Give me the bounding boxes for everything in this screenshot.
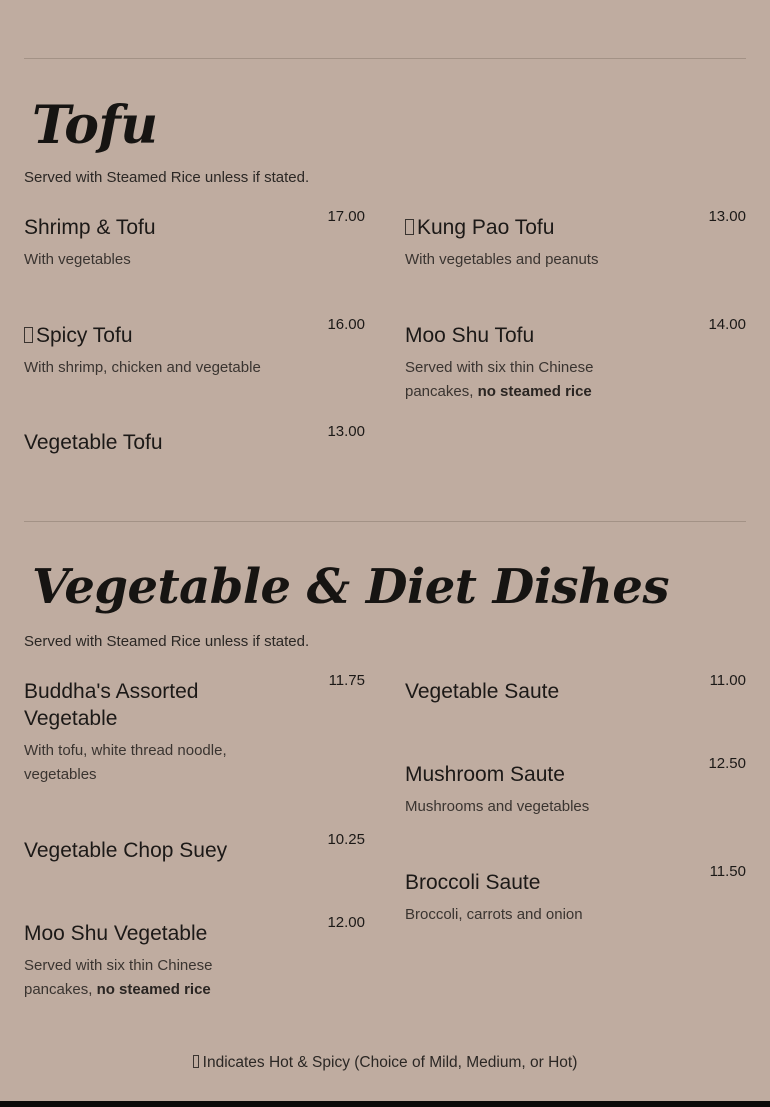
item-price: 14.00	[708, 316, 746, 333]
item-name: Broccoli Saute	[405, 871, 541, 894]
hot-spicy-icon	[24, 327, 33, 343]
menu-item-vegetable-tofu	[24, 423, 365, 456]
item-desc: Served with six thin Chinese pancakes, no steamed rice	[24, 957, 213, 998]
section-note-tofu: Served with Steamed Rice unless if stated.	[24, 169, 310, 186]
item-price: 12.50	[708, 755, 746, 772]
menu-item-spicy-tofu	[24, 316, 365, 380]
item-price: 11.75	[328, 672, 365, 689]
item-desc: Served with six thin Chinese pancakes, no steamed rice	[405, 359, 594, 400]
hot-spicy-icon	[193, 1055, 199, 1068]
item-price: 17.00	[327, 208, 365, 225]
item-price: 16.00	[327, 316, 365, 333]
hot-spicy-icon	[405, 219, 414, 235]
item-name: Spicy Tofu	[24, 322, 284, 349]
menu-item-buddhas-assorted-vegetable	[24, 672, 365, 787]
item-name: Buddha's Assorted Vegetable	[24, 680, 199, 730]
bottom-bar	[0, 1101, 770, 1107]
item-price: 11.50	[709, 863, 746, 880]
item-desc: With tofu, white thread noodle, vegetables	[24, 742, 227, 783]
item-price: 10.25	[327, 831, 365, 848]
divider-middle	[24, 521, 746, 522]
item-desc: With vegetables	[24, 251, 131, 268]
tofu-section	[24, 95, 746, 188]
section-note-vegetable-diet: Served with Steamed Rice unless if stated.	[24, 633, 310, 650]
item-price: 13.00	[327, 423, 365, 440]
vegetable-diet-section	[24, 559, 746, 652]
section-title-vegetable-diet: Vegetable & Diet Dishes	[32, 559, 669, 615]
item-name: Vegetable Chop Suey	[24, 839, 228, 862]
item-name: Vegetable Tofu	[24, 431, 163, 454]
hot-spicy-legend	[0, 1054, 770, 1072]
item-desc: Mushrooms and vegetables	[405, 798, 590, 815]
item-name: Shrimp & Tofu	[24, 216, 156, 239]
menu-item-mushroom-saute	[405, 755, 746, 819]
item-name: Moo Shu Tofu	[405, 324, 535, 347]
item-name: Kung Pao Tofu	[405, 214, 665, 241]
divider-top	[24, 58, 746, 59]
section-title-tofu: Tofu	[32, 95, 158, 156]
item-name: Vegetable Saute	[405, 680, 560, 703]
item-price: 12.00	[327, 914, 365, 931]
item-price: 13.00	[708, 208, 746, 225]
menu-item-vegetable-chop-suey	[24, 831, 365, 864]
item-price: 11.00	[709, 672, 746, 689]
item-name: Moo Shu Vegetable	[24, 922, 208, 945]
menu-item-broccoli-saute	[405, 863, 746, 927]
menu-item-vegetable-saute	[405, 672, 746, 705]
item-desc: Broccoli, carrots and onion	[405, 906, 583, 923]
item-desc: With vegetables and peanuts	[405, 251, 599, 268]
item-name: Mushroom Saute	[405, 763, 565, 786]
legend-text: Indicates Hot & Spicy (Choice of Mild, Medium, or Hot)	[202, 1054, 578, 1071]
item-desc: With shrimp, chicken and vegetable	[24, 359, 261, 376]
menu-item-shrimp-tofu	[24, 208, 365, 272]
menu-item-moo-shu-tofu	[405, 316, 746, 404]
menu-item-kung-pao-tofu	[405, 208, 746, 272]
menu-item-moo-shu-vegetable	[24, 914, 365, 1002]
